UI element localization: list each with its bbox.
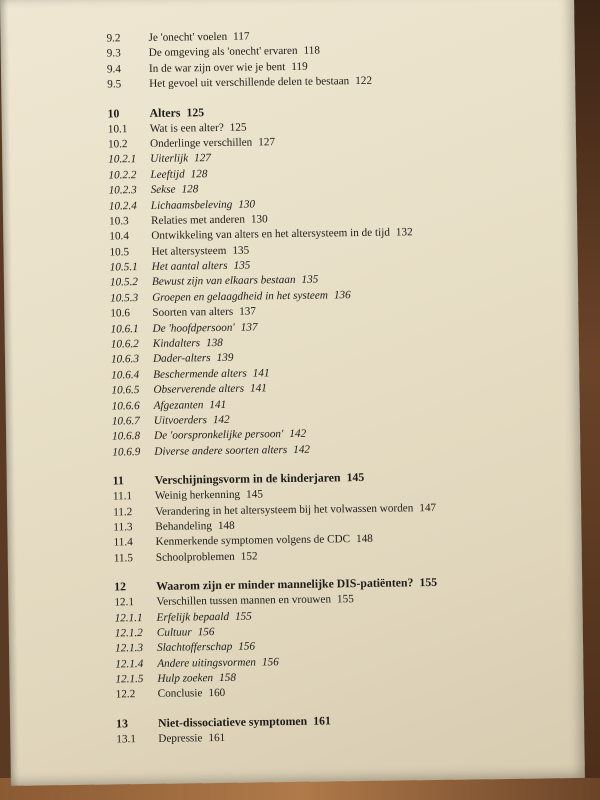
entry-number: 12.1.5: [115, 673, 144, 686]
entry-title: Alters: [149, 105, 181, 120]
entry-page-number: 161: [208, 731, 226, 745]
entry-number: 10.5: [109, 245, 130, 259]
entry-page-number: 119: [291, 60, 308, 73]
entry-title: Ontwikkeling van alters en het altersysteem in de tijd: [151, 226, 390, 243]
entry-title: Observerende alters: [153, 382, 245, 397]
entry-title: Het altersysteem: [151, 244, 227, 258]
entry-title: Slachtofferschap: [156, 641, 233, 655]
entry-number: 13.1: [116, 733, 136, 746]
entry-page-number: 117: [233, 30, 250, 43]
entry-title: Waarom zijn er minder mannelijke DIS-patiënten?: [156, 575, 414, 593]
entry-number: 12.1.3: [114, 642, 144, 655]
entry-title: Lichaamsbeleving: [150, 198, 233, 212]
entry-page-number: 135: [301, 274, 319, 287]
entry-page-number: 125: [186, 104, 205, 119]
entry-page-number: 137: [239, 305, 257, 318]
table-of-contents: [106, 26, 556, 748]
entry-page-number: 147: [419, 501, 437, 514]
entry-title: Je 'onecht' voelen: [148, 30, 228, 44]
entry-title: Andere uitingsvormen: [157, 656, 257, 670]
entry-page-number: 148: [217, 519, 235, 532]
entry-page-number: 142: [289, 428, 307, 441]
entry-number: 10.6.6: [111, 399, 140, 413]
entry-title: Kenmerkende symptomen volgens de CDC: [155, 533, 351, 549]
entry-title: Erfelijk bepaald: [156, 610, 230, 624]
page-spine-shadow: [0, 0, 19, 786]
entry-title: Diverse andere soorten alters: [154, 443, 288, 458]
entry-page-number: 139: [216, 352, 234, 365]
entry-number: 10.2.1: [108, 153, 137, 166]
entry-number: 10.6: [110, 307, 131, 320]
entry-number: 12.1.2: [114, 626, 143, 640]
entry-title: Verandering in het altersysteem bij het volwassen worden: [155, 501, 414, 518]
entry-number: 10.6.9: [112, 445, 141, 459]
entry-number: 10.5.1: [109, 261, 138, 274]
entry-number: 10.1: [107, 122, 128, 136]
entry-title: Verschillen tussen mannen en vrouwen: [156, 593, 332, 608]
entry-page-number: 128: [181, 183, 199, 196]
entry-title: Schoolproblemen: [155, 550, 235, 564]
entry-number: 12.1.4: [115, 657, 144, 671]
entry-title: Uiterlijk: [150, 152, 189, 166]
entry-page-number: 138: [205, 336, 223, 350]
entry-number: 9.2: [106, 32, 121, 45]
entry-page-number: 145: [346, 470, 365, 485]
entry-number: 10.4: [109, 230, 129, 243]
entry-page-number: 148: [355, 533, 373, 546]
entry-title: Het gevoel uit verschillende delen te bestaan: [149, 75, 350, 91]
entry-page-number: 118: [303, 44, 320, 58]
entry-page-number: 160: [208, 687, 226, 700]
entry-title: Cultuur: [156, 626, 192, 639]
entry-number: 10.2: [107, 138, 128, 151]
entry-title: Groepen en gelaagdheid in het systeem: [152, 289, 328, 304]
entry-page-number: 161: [313, 713, 331, 728]
entry-page-number: 135: [232, 244, 250, 257]
entry-title: Bewust zijn van elkaars bestaan: [151, 274, 296, 289]
entry-page-number: 142: [293, 443, 311, 456]
entry-title: De 'oorspronkelijke persoon': [154, 428, 284, 443]
entry-page-number: 132: [395, 226, 413, 239]
entry-title: Onderlinge verschillen: [149, 136, 253, 150]
entry-title: Sekse: [150, 183, 176, 197]
entry-title: Niet-dissociatieve symptomen: [158, 713, 308, 730]
entry-title: Het aantal alters: [151, 259, 228, 273]
entry-page-number: 145: [246, 488, 263, 501]
entry-number: 10.6.1: [110, 322, 139, 336]
entry-number: 10.2.4: [108, 199, 137, 213]
entry-page-number: 130: [238, 197, 256, 211]
entry-number: 10.6.5: [111, 384, 140, 397]
entry-page-number: 125: [229, 121, 247, 134]
entry-title: Afgezanten: [153, 398, 204, 412]
entry-title: Wat is een alter?: [149, 121, 224, 135]
entry-number: 10.6.4: [111, 368, 140, 382]
entry-page-number: 142: [212, 413, 230, 427]
entry-title: In de war zijn over wie je bent: [148, 60, 286, 75]
entry-title: De omgeving als 'onecht' ervaren: [148, 45, 298, 60]
entry-page-number: 137: [240, 321, 258, 334]
entry-number: 9.4: [106, 63, 122, 76]
entry-page-number: 156: [197, 625, 215, 639]
entry-number: 11.2: [113, 505, 133, 519]
entry-page-number: 136: [333, 288, 351, 302]
entry-number: 11.3: [113, 521, 133, 534]
entry-number: 12.1.1: [114, 611, 143, 624]
entry-page-number: 128: [190, 167, 208, 181]
entry-page-number: 141: [209, 398, 227, 411]
entry-title: Depressie: [158, 732, 203, 745]
entry-title: Dader-alters: [152, 352, 211, 366]
entry-title: Soorten van alters: [152, 306, 234, 320]
entry-page-number: 158: [219, 671, 236, 685]
entry-title: Relaties met anderen: [151, 213, 245, 227]
entry-number: 12: [114, 579, 127, 594]
entry-title: De 'hoofdpersoon': [152, 321, 235, 335]
entry-number: 10.5.2: [109, 276, 139, 289]
entry-title: Uitvoerders: [153, 414, 208, 427]
entry-page-number: 156: [238, 640, 256, 654]
entry-number: 10.6.3: [110, 353, 140, 366]
entry-number: 10.3: [109, 215, 129, 228]
entry-title: Verschijningsvorm in de kinderjaren: [154, 470, 341, 488]
entry-number: 10.6.7: [111, 415, 140, 428]
entry-number: 13: [116, 716, 129, 731]
entry-page-number: 141: [252, 367, 270, 380]
entry-page-number: 135: [233, 259, 251, 272]
entry-page-number: 122: [355, 74, 373, 88]
entry-number: 9.3: [106, 47, 121, 60]
entry-number: 10.6.8: [112, 430, 141, 443]
entry-number: 10: [107, 105, 120, 121]
entry-number: 11.1: [112, 490, 133, 503]
entry-page-number: 141: [249, 382, 267, 395]
entry-number: 10.5.3: [110, 291, 139, 305]
entry-title: Behandeling: [155, 520, 212, 533]
entry-number: 11: [112, 473, 124, 488]
entry-title: Beschermende alters: [153, 367, 247, 381]
entry-number: 10.6.2: [110, 338, 139, 351]
entry-number: 11.4: [113, 536, 133, 549]
entry-number: 10.2.3: [108, 184, 137, 197]
entry-number: 12.2: [115, 688, 136, 701]
entry-page-number: 152: [240, 550, 258, 563]
entry-page-number: 156: [261, 655, 279, 669]
entry-title: Hulp zoeken: [157, 672, 214, 685]
entry-number: 10.2.2: [108, 168, 137, 182]
entry-page-number: 127: [258, 136, 276, 149]
entry-title: Kindalters: [152, 337, 201, 350]
entry-number: 11.5: [113, 551, 134, 565]
entry-number: 9.5: [107, 78, 122, 91]
entry-number: 12.1: [114, 596, 135, 609]
entry-title: Weinig herkenning: [154, 488, 241, 503]
entry-title: Conclusie: [157, 687, 203, 701]
entry-page-number: 155: [419, 575, 438, 590]
entry-page-number: 155: [336, 593, 354, 606]
entry-page-number: 155: [234, 610, 252, 623]
entry-page-number: 130: [250, 213, 268, 226]
entry-title: Leeftijd: [150, 168, 185, 181]
entry-page-number: 127: [194, 152, 212, 165]
